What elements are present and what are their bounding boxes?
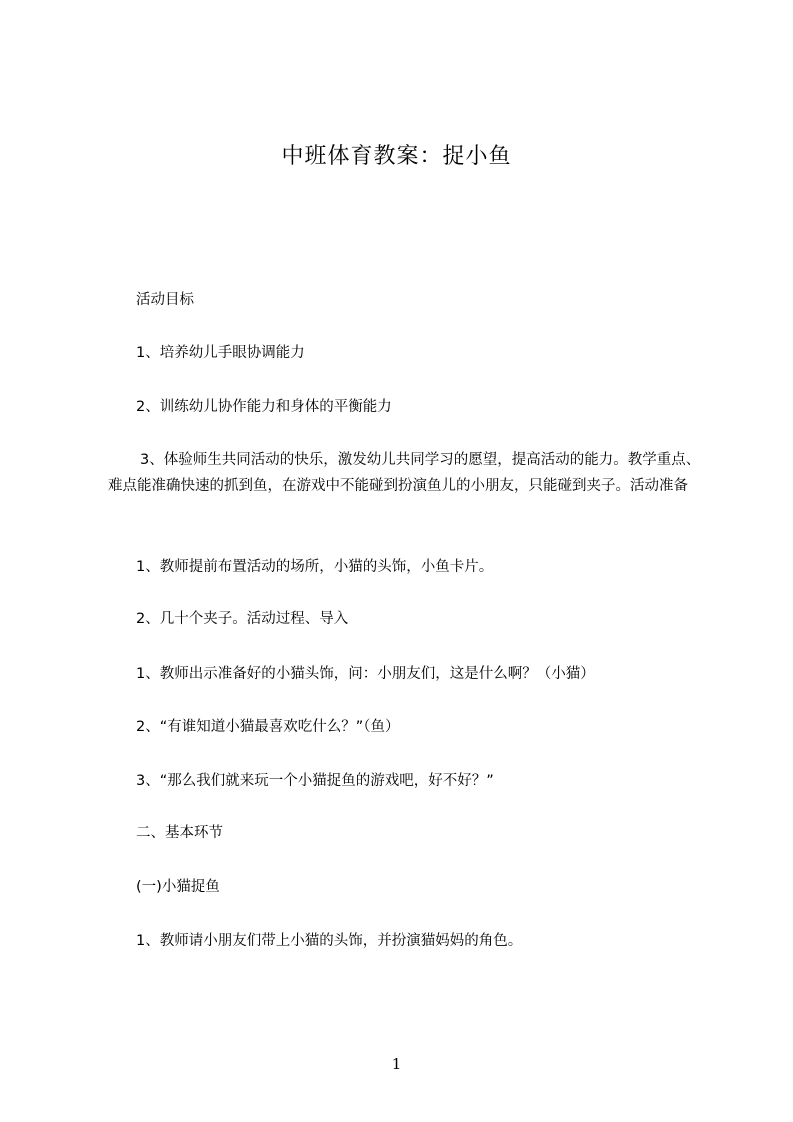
- cat-fish-step-1: 1、教师请小朋友们带上小猫的头饰，并扮演猫妈妈的角色。: [136, 933, 523, 949]
- section-heading-basic: 二、基本环节: [136, 825, 223, 841]
- page-number: 1: [391, 1055, 402, 1073]
- objective-3-paragraph: 3、体验师生共同活动的快乐，激发幼儿共同学习的愿望，提高活动的能力。教学重点、难点能准确快速的抓到鱼，在游戏中不能碰到扮演鱼儿的小朋友，只能碰到夹子。活动准备: [108, 452, 701, 494]
- preparation-2: 2、几十个夹子。活动过程、导入: [136, 611, 349, 627]
- intro-step-2: 2、“有谁知道小猫最喜欢吃什么？”（鱼）: [136, 719, 400, 735]
- objective-1: 1、培养幼儿手眼协调能力: [136, 345, 305, 361]
- document-title: 中班体育教案：捉小鱼: [281, 144, 512, 169]
- section-heading-objectives: 活动目标: [136, 292, 194, 308]
- preparation-1: 1、教师提前布置活动的场所，小猫的头饰，小鱼卡片。: [136, 559, 494, 575]
- intro-step-1: 1、教师出示准备好的小猫头饰，问：小朋友们，这是什么啊？（小猫）: [136, 666, 595, 682]
- intro-step-3: 3、“那么我们就来玩一个小猫捉鱼的游戏吧，好不好？”: [136, 773, 494, 789]
- objective-2: 2、训练幼儿协作能力和身体的平衡能力: [136, 399, 392, 415]
- subsection-heading-cat-fish: (一)小猫捉鱼: [136, 879, 220, 895]
